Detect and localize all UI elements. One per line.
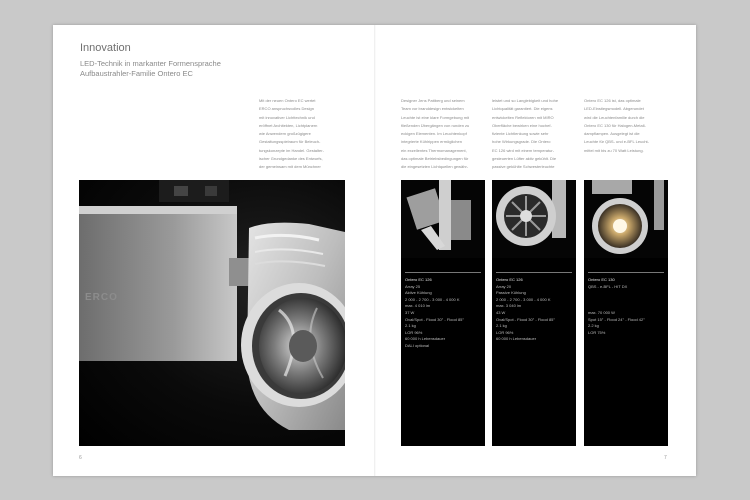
product-panel-ontero-126-array-20 [492,180,576,446]
panel-divider [496,272,572,273]
fan-spotlight-icon [492,180,576,258]
product-panel-ontero-126-array-25 [401,180,485,446]
spotlight-illustration [79,180,345,446]
spec-list: Ontero EC 130 QBS - e-BFL - HIT DX max. 70 000 W Spot 15° - Flood 24° - Flood 42° 2.2 kg LOR 75% [588,277,645,335]
spotlight-side-icon [401,180,485,258]
panel-divider [588,272,664,273]
lit-spotlight-icon [584,180,668,258]
body-column-4: Ontero EC 126 ist, das optimale LED-Einstiegsmodell. Abgerundet wird die Leuchtenfamilie durch die Ontero EC 130 für Halogen-Metall- dampflampen. Ausgelegt ist die Leuchte für QBS- und e-BFL Leucht- mittel mit bis zu 70 Watt Leistung. [584,98,649,153]
product-panel-ontero-130 [584,180,668,446]
body-column-1: Mit der neuen Ontero EC wertet ERCO anspruchsvolles Design mit innovativer Lichttechnik und eröffnet Architekten, Lichtplanern wie Anwendern großzügigere Gestaltungsspielraum für Beleuch- tungskonzepte im Handel. Gestalter- ischer Grundgedanke des Entwurfs, der gemeinsam mit dem Münchner [259,98,324,170]
spec-list: Ontero EC 126 Array 25 Aktive Kühlung 2 000 - 2 700 - 3 000 - 4 000 K max. 4 010 lm 37 W Oval/Spot - Flood 30° - Flood 85° 2.1 kg LOR 96% 60 000 h Lebensdauer DALI optional [405,277,465,348]
magazine-spread [53,25,696,476]
page-title: Innovation [80,42,131,54]
body-column-2: Designer Jens Pattberg und seinem Team vor branddesign entwickelten Leuchte ist eine klare Formgebung mit fließenden Übergängen von runden zu eckigen Elementen. Im Leuchtenkopf integrierte Kühlrippen ermöglichen ein exzellentes Thermomanagement, das optimale Betriebsbedingungen für die eingesetzten Lichtquellen gewähr- [401,98,470,170]
product-photo-ontero [79,180,345,446]
page-gutter [374,25,376,476]
body-column-3: leistet und so Langlebigkeit und hohe Lichtqualität garantiert. Die eigens entwickelten Reflektoren mit MIRO Oberfläche bewirken eine hochef- fiziente Lichtlenkung sowie sehr hohe Wirkungsgrade. Die Ontero EC 126 wird mit einem temperatur- gesteuerten Lüfter aktiv gekühlt. Die passive gekühlte Schwesterleuchte [492,98,559,170]
spec-list: Ontero EC 126 Array 20 Passive Kühlung 2 000 - 2 700 - 3 000 - 4 000 K max. 3 040 lm 43 W Oval/Spot - Flood 30° - Flood 85° 2.1 kg LOR 96% 60 000 h Lebensdauer [496,277,556,342]
panel-divider [405,272,481,273]
brand-logo: ERCO [85,292,118,303]
page-subtitle-secondary: Aufbaustrahler-Familie Ontero EC [80,69,193,78]
page-number-left: 6 [79,455,82,461]
page-number-right: 7 [664,455,667,461]
page-subtitle: LED-Technik in markanter Formensprache [80,59,221,68]
